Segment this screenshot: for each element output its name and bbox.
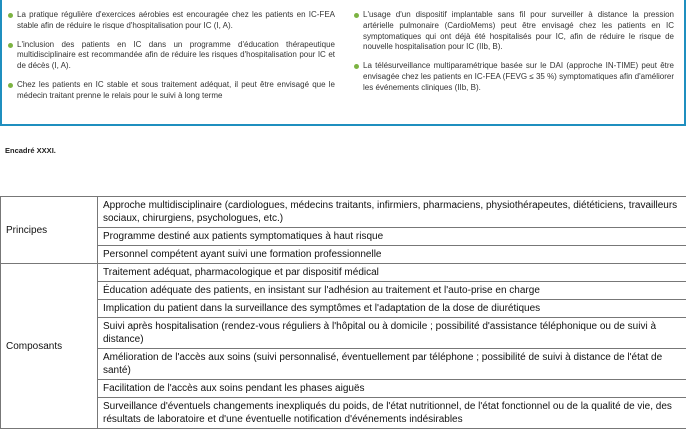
components-table bbox=[0, 196, 686, 429]
category-cell-principes: Principes bbox=[1, 197, 98, 264]
table-row bbox=[1, 282, 686, 300]
table-row bbox=[1, 318, 686, 349]
bullet-icon bbox=[8, 43, 13, 48]
recommendation-item: L'inclusion des patients en IC dans un programme d'éducation thérapeutique multidisciplinaire est recommandée afin de réduire les risques d'hospitalisation pour IC et de décès (I, A). bbox=[8, 40, 335, 72]
table-cell: Surveillance d'éventuels changements inexpliqués du poids, de l'état nutritionnel, de l'état fonctionnel ou de la qualité de vie, des résultats de laboratoire et d'une éventuelle notification d'événements indésirables bbox=[98, 398, 686, 429]
recommendations-box bbox=[0, 0, 686, 126]
category-cell-composants: Composants bbox=[1, 264, 98, 429]
table-row bbox=[1, 380, 686, 398]
recommendations-right-column bbox=[354, 10, 674, 102]
recommendation-item: La télésurveillance multiparamétrique basée sur le DAI (approche IN-TIME) peut être envisagée chez les patients en IC-FEA (FEVG ≤ 35 %) symptomatiques afin d'améliorer les événements cliniques (IIb, B). bbox=[354, 61, 674, 93]
table-row bbox=[1, 349, 686, 380]
table-cell: Suivi après hospitalisation (rendez-vous réguliers à l'hôpital ou à domicile ; possibilité d'assistance téléphonique ou de suivi à distance) bbox=[98, 318, 686, 349]
bullet-icon bbox=[8, 13, 13, 18]
table-cell: Personnel compétent ayant suivi une formation professionnelle bbox=[98, 246, 686, 264]
recommendation-item: L'usage d'un dispositif implantable sans fil pour surveiller à distance la pression artérielle pulmonaire (CardioMems) peut être envisagé chez les patients en IC symptomatiques qui ont déjà été hospitalisés pour IC, afin de réduire le risque de nouvelle hospitalisation pour IC (IIb, B). bbox=[354, 10, 674, 53]
table-cell: Approche multidisciplinaire (cardiologues, médecins traitants, infirmiers, pharmaciens, physiothérapeutes, diététiciens, travailleurs sociaux, chirurgiens, psychologues, etc.) bbox=[98, 197, 686, 228]
box-caption: Encadré XXXI. bbox=[5, 146, 56, 155]
table-cell: Amélioration de l'accès aux soins (suivi personnalisé, éventuellement par téléphone ; possibilité de suivi à distance de l'état de santé) bbox=[98, 349, 686, 380]
recommendation-item: La pratique régulière d'exercices aérobies est encouragée chez les patients en IC-FEA stable afin de réduire le risque d'hospitalisation pour IC (I, A). bbox=[8, 10, 335, 32]
table-cell: Implication du patient dans la surveillance des symptômes et l'adaptation de la dose de diurétiques bbox=[98, 300, 686, 318]
table-row bbox=[1, 398, 686, 429]
table-row bbox=[1, 300, 686, 318]
bullet-icon bbox=[354, 13, 359, 18]
table-cell: Traitement adéquat, pharmacologique et par dispositif médical bbox=[98, 264, 686, 282]
table-row bbox=[1, 197, 686, 228]
recommendations-left-column bbox=[8, 10, 335, 110]
table-cell: Éducation adéquate des patients, en insistant sur l'adhésion au traitement et l'auto-prise en charge bbox=[98, 282, 686, 300]
table-cell: Programme destiné aux patients symptomatiques à haut risque bbox=[98, 228, 686, 246]
table-row bbox=[1, 228, 686, 246]
bullet-icon bbox=[354, 64, 359, 69]
table-row bbox=[1, 264, 686, 282]
recommendation-item: Chez les patients en IC stable et sous traitement adéquat, il peut être envisagé que le médecin traitant prenne le relais pour le suivi à long terme bbox=[8, 80, 335, 102]
table-row bbox=[1, 246, 686, 264]
bullet-icon bbox=[8, 83, 13, 88]
table-cell: Facilitation de l'accès aux soins pendant les phases aiguës bbox=[98, 380, 686, 398]
